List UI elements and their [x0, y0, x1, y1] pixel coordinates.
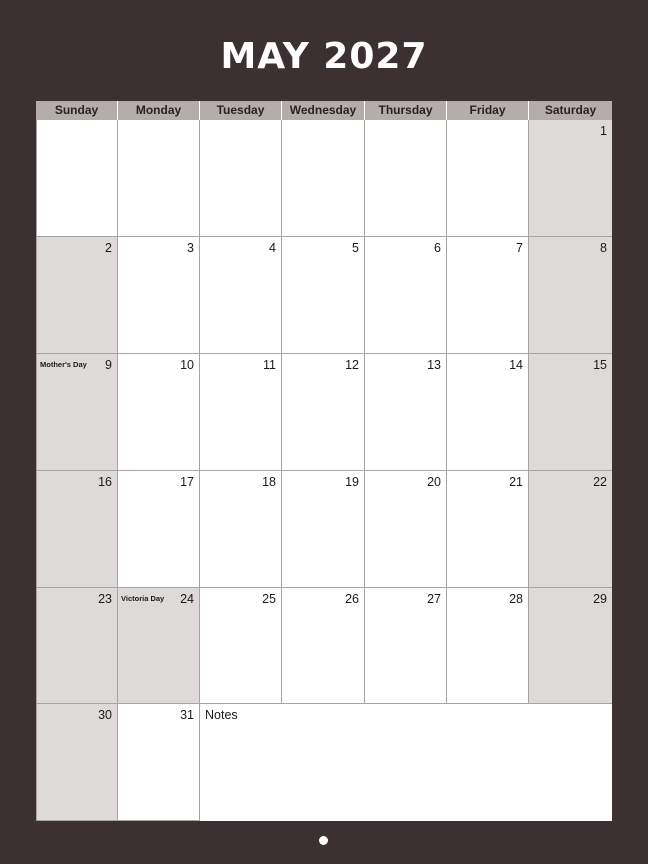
day-cell-27[interactable]	[365, 588, 447, 704]
calendar-grid	[36, 101, 612, 821]
holiday-label: Mother's Day	[40, 360, 87, 369]
weekday-header-row	[36, 101, 612, 120]
day-number: 28	[509, 592, 523, 606]
day-number: 5	[352, 241, 359, 255]
day-cell-11[interactable]	[200, 354, 282, 471]
day-number: 6	[434, 241, 441, 255]
day-cell-7[interactable]	[447, 237, 529, 354]
day-cell-13[interactable]	[365, 354, 447, 471]
empty-day-cell[interactable]	[118, 120, 200, 237]
weekday-header-wednesday: Wednesday	[282, 101, 365, 120]
day-number: 19	[345, 475, 359, 489]
day-cell-26[interactable]	[282, 588, 365, 704]
empty-day-cell[interactable]	[365, 120, 447, 237]
notes-label: Notes	[205, 708, 238, 722]
day-number: 10	[180, 358, 194, 372]
calendar-title: MAY 2027	[220, 36, 428, 77]
day-number: 4	[269, 241, 276, 255]
day-cell-19[interactable]	[282, 471, 365, 588]
day-cell-23[interactable]	[36, 588, 118, 704]
day-number: 27	[427, 592, 441, 606]
day-cell-9[interactable]	[36, 354, 118, 471]
notes-area[interactable]	[200, 704, 612, 821]
day-number: 18	[262, 475, 276, 489]
day-number: 17	[180, 475, 194, 489]
day-cell-20[interactable]	[365, 471, 447, 588]
day-cell-10[interactable]	[118, 354, 200, 471]
day-number: 23	[98, 592, 112, 606]
day-number: 31	[180, 708, 194, 722]
day-number: 14	[509, 358, 523, 372]
empty-day-cell[interactable]	[447, 120, 529, 237]
day-number: 13	[427, 358, 441, 372]
weekday-header-tuesday: Tuesday	[200, 101, 282, 120]
day-cell-16[interactable]	[36, 471, 118, 588]
weekday-header-monday: Monday	[118, 101, 200, 120]
day-cell-2[interactable]	[36, 237, 118, 354]
day-cell-1[interactable]	[529, 120, 612, 237]
day-cell-24[interactable]	[118, 588, 200, 704]
empty-day-cell[interactable]	[200, 120, 282, 237]
weekday-header-thursday: Thursday	[365, 101, 447, 120]
day-cell-4[interactable]	[200, 237, 282, 354]
day-cell-18[interactable]	[200, 471, 282, 588]
day-cell-3[interactable]	[118, 237, 200, 354]
day-number: 9	[105, 358, 112, 372]
day-number: 29	[593, 592, 607, 606]
weekday-header-sunday: Sunday	[36, 101, 118, 120]
day-number: 16	[98, 475, 112, 489]
day-number: 30	[98, 708, 112, 722]
day-number: 21	[509, 475, 523, 489]
day-cell-5[interactable]	[282, 237, 365, 354]
day-number: 12	[345, 358, 359, 372]
day-cell-12[interactable]	[282, 354, 365, 471]
day-cell-31[interactable]	[118, 704, 200, 821]
day-cell-17[interactable]	[118, 471, 200, 588]
day-number: 11	[263, 358, 276, 372]
day-cell-8[interactable]	[529, 237, 612, 354]
empty-day-cell[interactable]	[282, 120, 365, 237]
day-number: 8	[600, 241, 607, 255]
day-number: 15	[593, 358, 607, 372]
day-cell-25[interactable]	[200, 588, 282, 704]
day-cell-21[interactable]	[447, 471, 529, 588]
weekday-header-saturday: Saturday	[544, 103, 597, 117]
empty-day-cell[interactable]	[36, 120, 118, 237]
day-number: 25	[262, 592, 276, 606]
day-cell-30[interactable]	[36, 704, 118, 821]
day-number: 24	[180, 592, 194, 606]
day-number: 22	[593, 475, 607, 489]
page-indicator-dot[interactable]	[319, 836, 328, 845]
weekday-header-friday: Friday	[447, 101, 529, 120]
day-number: 3	[187, 241, 194, 255]
day-number: 2	[105, 241, 112, 255]
day-cell-14[interactable]	[447, 354, 529, 471]
day-cell-28[interactable]	[447, 588, 529, 704]
day-number: 1	[600, 124, 607, 138]
day-number: 26	[345, 592, 359, 606]
day-number: 20	[427, 475, 441, 489]
day-number: 7	[516, 241, 523, 255]
day-cell-6[interactable]	[365, 237, 447, 354]
day-cell-29[interactable]	[529, 588, 612, 704]
day-cell-22[interactable]	[529, 471, 612, 588]
holiday-label: Victoria Day	[121, 594, 165, 603]
day-cell-15[interactable]	[529, 354, 612, 471]
